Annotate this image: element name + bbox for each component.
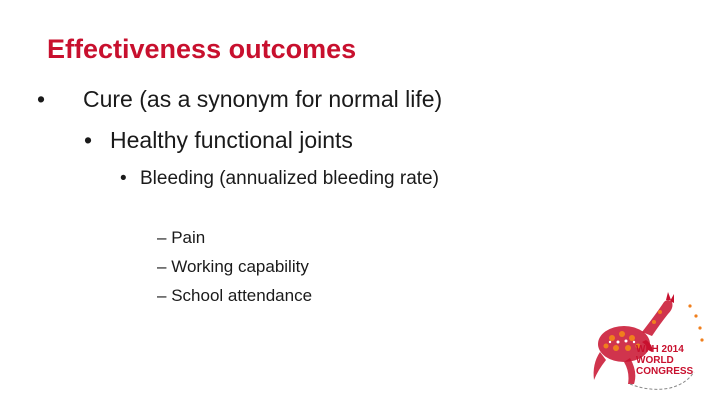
bullet-text: Bleeding (annualized bleeding rate) (140, 168, 439, 189)
logo-line-1: WFH 2014 (636, 344, 684, 355)
bullet-marker: • (120, 168, 127, 189)
bullet-text: Healthy functional joints (110, 127, 353, 153)
dash-marker: – (157, 257, 167, 276)
dash-text: Working capability (171, 257, 309, 276)
slide-title: Effectiveness outcomes (47, 34, 357, 64)
logo-line-2: WORLD (636, 355, 674, 366)
dash-item-school (157, 286, 312, 306)
dash-marker: – (157, 286, 167, 305)
dash-text: School attendance (171, 286, 313, 305)
dash-text: Pain (171, 228, 206, 247)
bullet-level-3 (120, 168, 439, 190)
logo-line-3: CONGRESS (636, 366, 694, 377)
bullet-marker: • (37, 86, 46, 112)
dash-item-working (157, 257, 309, 277)
bullet-level-1 (37, 86, 442, 113)
bullet-level-2 (84, 127, 353, 154)
dash-marker: – (157, 228, 167, 247)
bullet-text: Cure (as a synonym for normal life) (83, 86, 443, 112)
dash-item-pain (157, 228, 205, 248)
bullet-marker: • (84, 127, 93, 153)
wfh-congress-logo (590, 292, 716, 402)
